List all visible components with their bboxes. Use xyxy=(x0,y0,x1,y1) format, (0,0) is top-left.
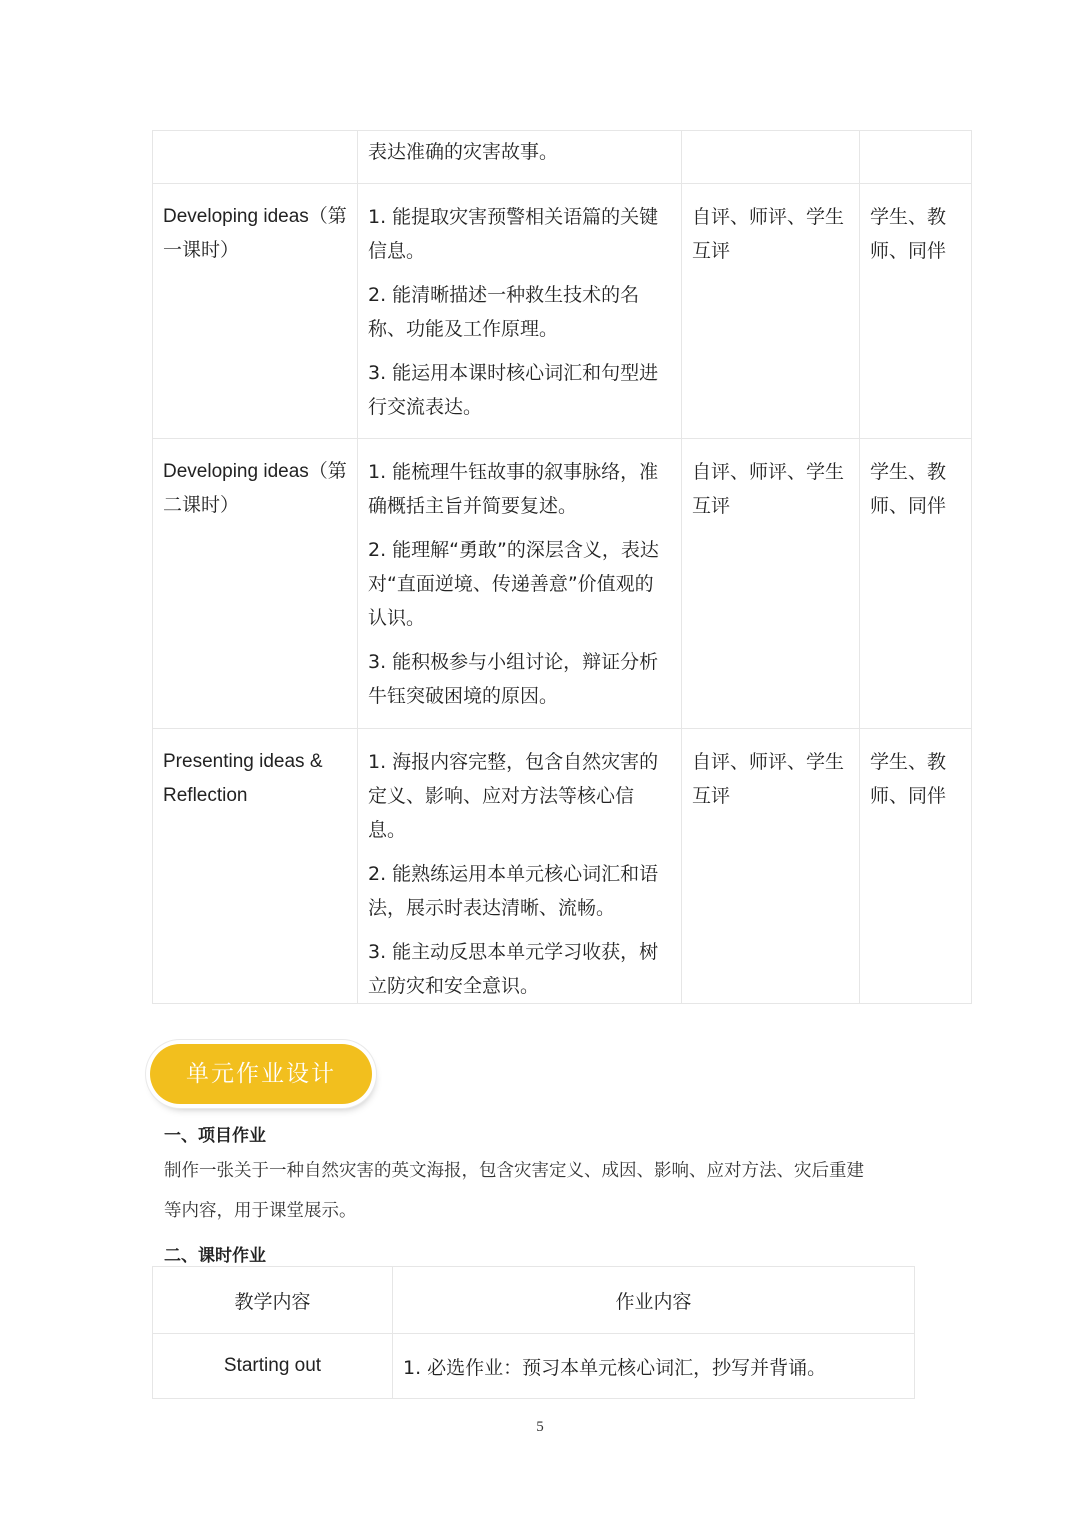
table-row xyxy=(153,439,972,729)
criteria-cell xyxy=(358,184,682,439)
criteria-cell xyxy=(358,729,682,1004)
header-cell-homework-content: 作业内容 xyxy=(393,1267,915,1334)
method-cell: 自评、师评、学生互评 xyxy=(682,729,860,1004)
criteria-item: 3. 能运用本课时核心词汇和句型进行交流表达。 xyxy=(368,362,659,418)
page-number: 5 xyxy=(536,1419,544,1435)
table-row xyxy=(153,1334,915,1399)
criteria-cell xyxy=(358,131,682,184)
stage-cell: Developing ideas（第二课时） xyxy=(153,439,358,729)
homework-table xyxy=(152,1266,915,1399)
method-cell: 自评、师评、学生互评 xyxy=(682,439,860,729)
lesson-homework-heading: 二、课时作业 xyxy=(164,1246,266,1266)
criteria-cell xyxy=(358,439,682,729)
method-cell: 自评、师评、学生互评 xyxy=(682,184,860,439)
criteria-item: 1. 海报内容完整，包含自然灾害的定义、影响、应对方法等核心信息。 xyxy=(368,751,659,841)
criteria-item: 1. 能提取灾害预警相关语篇的关键信息。 xyxy=(368,206,659,262)
table-row xyxy=(153,729,972,1004)
subject-cell: 学生、教师、同伴 xyxy=(860,729,972,1004)
table-row xyxy=(153,184,972,439)
table-row xyxy=(153,131,972,184)
method-cell xyxy=(682,131,860,184)
criteria-item: 2. 能熟练运用本单元核心词汇和语法，展示时表达清晰、流畅。 xyxy=(368,863,659,919)
criteria-item: 表达准确的灾害故事。 xyxy=(368,141,559,163)
project-homework-text-line2: 等内容，用于课堂展示。 xyxy=(164,1201,357,1221)
criteria-item: 3. 能积极参与小组讨论，辩证分析牛钰突破困境的原因。 xyxy=(368,651,659,707)
subject-cell: 学生、教师、同伴 xyxy=(860,439,972,729)
criteria-item: 2. 能理解“勇敢”的深层含义，表达对“直面逆境、传递善意”价值观的认识。 xyxy=(368,539,659,629)
evaluation-table xyxy=(152,130,972,1004)
criteria-item: 1. 能梳理牛钰故事的叙事脉络，准确概括主旨并简要复述。 xyxy=(368,461,659,517)
stage-cell: Presenting ideas & Reflection xyxy=(153,729,358,1004)
table-header-row xyxy=(153,1267,915,1334)
subject-cell xyxy=(860,131,972,184)
section-badge: 单元作业设计 xyxy=(150,1044,372,1104)
criteria-item: 2. 能清晰描述一种救生技术的名称、功能及工作原理。 xyxy=(368,284,640,340)
stage-cell: Developing ideas（第一课时） xyxy=(153,184,358,439)
stage-cell xyxy=(153,131,358,184)
project-homework-heading: 一、项目作业 xyxy=(164,1126,266,1146)
homework-content-cell: 1. 必选作业：预习本单元核心词汇，抄写并背诵。 xyxy=(393,1334,915,1399)
criteria-item: 3. 能主动反思本单元学习收获，树立防灾和安全意识。 xyxy=(368,941,659,997)
subject-cell: 学生、教师、同伴 xyxy=(860,184,972,439)
header-cell-teaching-content: 教学内容 xyxy=(153,1267,393,1334)
teaching-content-cell: Starting out xyxy=(153,1334,393,1399)
project-homework-text-line1: 制作一张关于一种自然灾害的英文海报，包含灾害定义、成因、影响、应对方法、灾后重建 xyxy=(164,1161,864,1181)
